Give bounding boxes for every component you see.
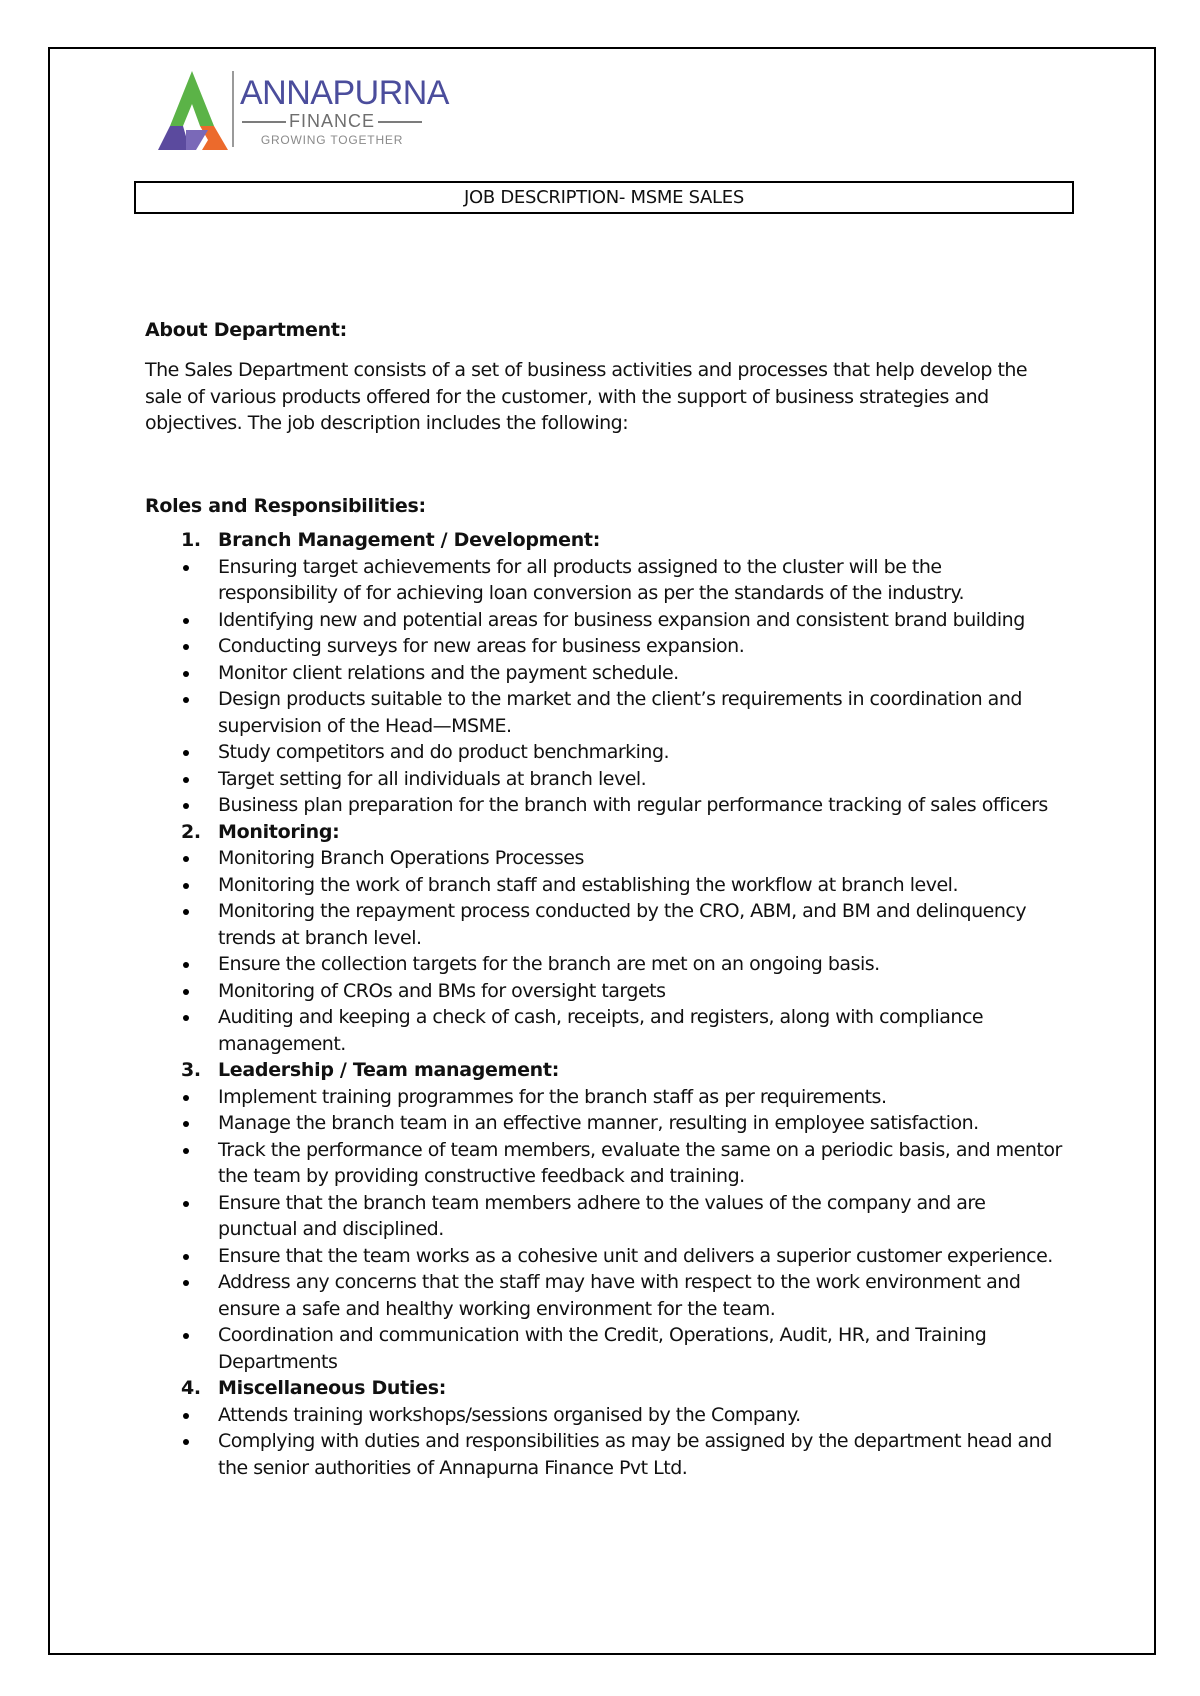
responsibility-text: Track the performance of team members, evaluate the same on a periodic basis, and mentor the team by providing constructive feedback and training. — [218, 1138, 1062, 1188]
bullet-icon — [183, 1148, 189, 1154]
responsibility-text: Ensuring target achievements for all products assigned to the cluster will be the responsibility of for achieving loan conversion as per the standards of the industry. — [218, 555, 965, 605]
responsibility-text: Monitor client relations and the payment schedule. — [218, 661, 679, 684]
bullet-icon — [183, 1439, 189, 1445]
logo-name: ANNAPURNA — [240, 74, 449, 112]
about-heading: About Department: — [145, 319, 347, 341]
responsibility-text: Implement training programmes for the branch staff as per requirements. — [218, 1085, 887, 1108]
responsibility-item — [145, 633, 1065, 660]
responsibility-item — [145, 554, 1065, 607]
logo-sub-row — [242, 112, 422, 130]
responsibility-item — [145, 766, 1065, 793]
responsibility-text: Monitoring of CROs and BMs for oversight targets — [218, 979, 666, 1002]
responsibility-text: Manage the branch team in an effective manner, resulting in employee satisfaction. — [218, 1112, 979, 1135]
group-title: Monitoring: — [218, 820, 340, 843]
responsibility-text: Conducting surveys for new areas for business expansion. — [218, 635, 745, 658]
bullet-icon — [183, 750, 189, 756]
responsibility-item — [145, 1322, 1065, 1375]
responsibility-text: Attends training workshops/sessions organised by the Company. — [218, 1403, 801, 1426]
group-title: Branch Management / Development: — [218, 529, 601, 552]
bullet-icon — [183, 1254, 189, 1260]
document-title: JOB DESCRIPTION- MSME SALES — [134, 181, 1074, 214]
responsibility-text: Ensure that the branch team members adhere to the values of the company and are punctual and disciplined. — [218, 1191, 986, 1241]
responsibility-text: Business plan preparation for the branch with regular performance tracking of sales officers — [218, 794, 1048, 817]
bullet-icon — [183, 697, 189, 703]
responsibility-text: Address any concerns that the staff may have with respect to the work environment and ensure a safe and healthy working environment for the team. — [218, 1271, 1021, 1320]
bullet-icon — [183, 856, 189, 862]
bullet-icon — [183, 777, 189, 783]
responsibility-text: Monitoring the repayment process conducted by the CRO, ABM, and BM and delinquency trends at branch level. — [218, 900, 1027, 949]
logo-mark-icon — [156, 68, 232, 152]
logo-tagline: GROWING TOGETHER — [260, 133, 404, 147]
bullet-icon — [183, 1015, 189, 1021]
roles-list — [145, 527, 1065, 1481]
group-number: 2. — [181, 820, 201, 843]
role-group-heading — [145, 819, 1065, 846]
group-number: 1. — [181, 529, 201, 552]
responsibility-item — [145, 1110, 1065, 1137]
responsibility-item — [145, 1004, 1065, 1057]
responsibility-text: Identifying new and potential areas for business expansion and consistent brand building — [218, 608, 1025, 631]
bullet-icon — [183, 989, 189, 995]
responsibility-item — [145, 1243, 1065, 1270]
responsibility-item — [145, 792, 1065, 819]
role-group-heading — [145, 1057, 1065, 1084]
document-body — [145, 317, 1065, 1481]
bullet-icon — [183, 1121, 189, 1127]
company-logo — [156, 68, 449, 152]
responsibility-text: Complying with duties and responsibilities as may be assigned by the department head and the senior authorities of Annapurna Finance Pvt Ltd. — [218, 1430, 1052, 1479]
bullet-icon — [183, 883, 189, 889]
group-title: Leadership / Team management: — [218, 1059, 559, 1082]
responsibility-item — [145, 686, 1065, 739]
group-title: Miscellaneous Duties: — [218, 1377, 447, 1400]
responsibility-item — [145, 978, 1065, 1005]
bullet-icon — [183, 962, 189, 968]
bullet-icon — [183, 1201, 189, 1207]
responsibility-text: Design products suitable to the market and the client’s requirements in coordination and supervision of the Head—MSME. — [218, 688, 1022, 737]
responsibility-item — [145, 872, 1065, 899]
responsibility-text: Ensure that the team works as a cohesive unit and delivers a superior customer experience. — [218, 1244, 1053, 1267]
logo-divider — [232, 71, 234, 147]
bullet-icon — [183, 565, 189, 571]
responsibility-item — [145, 898, 1065, 951]
responsibility-item — [145, 1402, 1065, 1429]
about-text: The Sales Department consists of a set of business activities and processes that help develop the sale of various products offered for the customer, with the support of business strategies and objectives. The job description includes the following: — [145, 359, 1028, 435]
group-number: 3. — [181, 1059, 201, 1082]
responsibility-item — [145, 845, 1065, 872]
bullet-icon — [183, 1280, 189, 1286]
bullet-icon — [183, 1333, 189, 1339]
bullet-icon — [183, 803, 189, 809]
responsibility-item — [145, 607, 1065, 634]
responsibility-item — [145, 1137, 1065, 1190]
group-number: 4. — [181, 1377, 201, 1400]
responsibility-item — [145, 1269, 1065, 1322]
responsibility-text: Coordination and communication with the Credit, Operations, Audit, HR, and Training Departments — [218, 1324, 987, 1373]
bullet-icon — [183, 671, 189, 677]
bullet-icon — [183, 909, 189, 915]
responsibility-text: Auditing and keeping a check of cash, receipts, and registers, along with compliance management. — [218, 1006, 984, 1055]
responsibility-item — [145, 951, 1065, 978]
bullet-icon — [183, 618, 189, 624]
responsibility-item — [145, 1084, 1065, 1111]
role-group-heading — [145, 1375, 1065, 1402]
responsibility-item — [145, 739, 1065, 766]
responsibility-text: Monitoring the work of branch staff and establishing the workflow at branch level. — [218, 873, 958, 896]
responsibility-item — [145, 660, 1065, 687]
responsibility-text: Study competitors and do product benchmarking. — [218, 741, 670, 764]
responsibility-text: Target setting for all individuals at branch level. — [218, 767, 647, 790]
bullet-icon — [183, 1095, 189, 1101]
logo-sub: FINANCE — [288, 111, 375, 131]
responsibility-item — [145, 1190, 1065, 1243]
roles-heading: Roles and Responsibilities: — [145, 495, 426, 518]
responsibility-text: Ensure the collection targets for the branch are met on an ongoing basis. — [218, 953, 880, 976]
responsibility-text: Monitoring Branch Operations Processes — [218, 847, 584, 870]
bullet-icon — [183, 1413, 189, 1419]
bullet-icon — [183, 644, 189, 650]
role-group-heading — [145, 527, 1065, 554]
responsibility-item — [145, 1428, 1065, 1481]
